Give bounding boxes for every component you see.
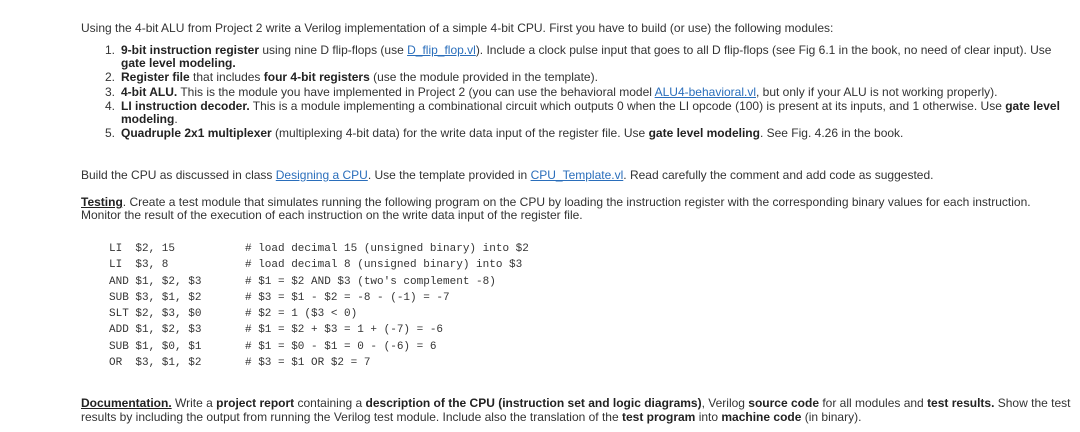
code-comment: # $1 = $2 AND $3 (two's complement -8) xyxy=(245,275,496,288)
build-text: . Use the template provided in xyxy=(367,168,531,182)
list-number: 3. xyxy=(105,84,116,99)
item-title: LI instruction decoder. xyxy=(121,99,250,113)
documentation-paragraph xyxy=(81,396,1076,424)
code-line xyxy=(109,257,529,273)
doc-emphasis: source code xyxy=(748,396,819,410)
doc-text: Show the test results by including the output from running the Verilog test module. Include also the translation of the xyxy=(81,396,1071,424)
code-instruction: SUB $1, $0, $1 xyxy=(109,340,202,353)
list-number: 1. xyxy=(105,43,116,57)
item-title: Quadruple 2x1 multiplexer xyxy=(121,126,272,140)
code-line xyxy=(109,290,529,306)
doc-text: , Verilog xyxy=(701,396,749,410)
code-instruction: OR $3, $1, $2 xyxy=(109,357,202,370)
doc-text: (in binary). xyxy=(801,410,862,424)
doc-emphasis: test program xyxy=(622,410,696,424)
build-text: Build the CPU as discussed in class xyxy=(81,168,276,182)
code-line xyxy=(109,274,529,290)
testing-text: . Create a test module that simulates running the following program on the CPU by loading the instruction register with the corresponding binary values for each instruction. Monitor the result of the execution of each instruction on the write data input of the register file. xyxy=(81,195,1031,222)
code-comment: # $3 = $1 OR $2 = 7 xyxy=(245,357,371,370)
item-text: . See Fig. 4.26 in the book. xyxy=(759,126,904,140)
code-instruction: AND $1, $2, $3 xyxy=(109,275,202,288)
code-instruction: LI $2, 15 xyxy=(109,243,176,255)
item-text: . xyxy=(174,111,178,126)
intro-paragraph: Using the 4-bit ALU from Project 2 write a Verilog implementation of a simple 4-bit CPU. First you have to build (or use) the following modules: xyxy=(81,21,834,35)
doc-text: into xyxy=(695,410,722,424)
documentation-heading: Documentation. xyxy=(81,396,172,410)
module-list xyxy=(81,44,1076,140)
designing-a-cpu-link[interactable]: Designing a CPU xyxy=(275,168,368,182)
item-text: (use the module provided in the template). xyxy=(369,70,598,84)
list-item-instruction-register xyxy=(105,43,1076,70)
item-emphasis: four 4-bit registers xyxy=(263,70,370,84)
item-emphasis: gate level modeling xyxy=(121,99,1060,126)
code-comment: # load decimal 15 (unsigned binary) into $2 xyxy=(245,243,529,255)
code-line xyxy=(109,322,529,338)
code-line xyxy=(109,306,529,322)
item-emphasis: gate level modeling xyxy=(648,126,760,140)
list-item-multiplexer xyxy=(105,126,1076,140)
doc-emphasis: description of the CPU (instruction set and logic diagrams) xyxy=(365,396,702,410)
list-number: 2. xyxy=(105,70,116,84)
item-text: This is a module implementing a combinational circuit which outputs 0 when the LI opcode (100) is present at its inputs, and 1 otherwise. Use xyxy=(249,99,1006,113)
item-text: , but only if your ALU is not working properly). xyxy=(756,84,998,99)
code-comment: # $2 = 1 ($3 < 0) xyxy=(245,308,358,321)
testing-paragraph xyxy=(81,196,1066,222)
list-item-li-decoder xyxy=(105,99,1076,126)
item-title: 9-bit instruction register xyxy=(121,43,260,57)
list-item-alu xyxy=(105,84,1076,99)
doc-emphasis: machine code xyxy=(721,410,802,424)
item-text: ). Include a clock pulse input that goes to all D flip-flops (see Fig 6.1 in the book, no need of clear input). Use xyxy=(475,43,1052,57)
item-title: Register file xyxy=(121,70,190,84)
code-line xyxy=(109,355,529,371)
code-line xyxy=(109,339,529,355)
item-emphasis: gate level modeling. xyxy=(121,55,236,70)
cpu-template-link[interactable]: CPU_Template.vl xyxy=(530,168,624,182)
code-line xyxy=(109,241,529,257)
code-comment: # $1 = $0 - $1 = 0 - (-6) = 6 xyxy=(245,340,437,353)
doc-emphasis: project report xyxy=(216,396,295,410)
list-item-register-file xyxy=(105,70,1076,84)
code-instruction: ADD $1, $2, $3 xyxy=(109,324,202,337)
item-text: This is the module you have implemented in Project 2 (you can use the behavioral model xyxy=(177,84,655,99)
doc-text: containing a xyxy=(294,396,366,410)
alu4-behavioral-link[interactable]: ALU4-behavioral.vl xyxy=(654,84,756,99)
doc-text: for all modules and xyxy=(819,396,928,410)
d-flip-flop-link[interactable]: D_flip_flop.vl xyxy=(407,43,476,57)
testing-heading: Testing xyxy=(81,195,123,209)
test-program-code xyxy=(109,241,529,371)
build-text: . Read carefully the comment and add code as suggested. xyxy=(623,168,934,182)
code-comment: # load decimal 8 (unsigned binary) into $3 xyxy=(245,259,523,272)
code-instruction: SLT $2, $3, $0 xyxy=(109,308,202,321)
code-instruction: LI $3, 8 xyxy=(109,259,169,272)
list-number: 4. xyxy=(105,99,116,113)
code-comment: # $3 = $1 - $2 = -8 - (-1) = -7 xyxy=(245,291,450,304)
item-text: using nine D flip-flops (use xyxy=(259,43,408,57)
item-text: that includes xyxy=(189,70,264,84)
list-number: 5. xyxy=(105,126,116,140)
code-comment: # $1 = $2 + $3 = 1 + (-7) = -6 xyxy=(245,324,444,337)
build-paragraph xyxy=(81,168,933,182)
doc-text: Write a xyxy=(171,396,217,410)
item-title: 4-bit ALU. xyxy=(121,84,178,99)
doc-emphasis: test results. xyxy=(927,396,995,410)
item-text: (multiplexing 4-bit data) for the write data input of the register file. Use xyxy=(271,126,649,140)
code-instruction: SUB $3, $1, $2 xyxy=(109,291,202,304)
